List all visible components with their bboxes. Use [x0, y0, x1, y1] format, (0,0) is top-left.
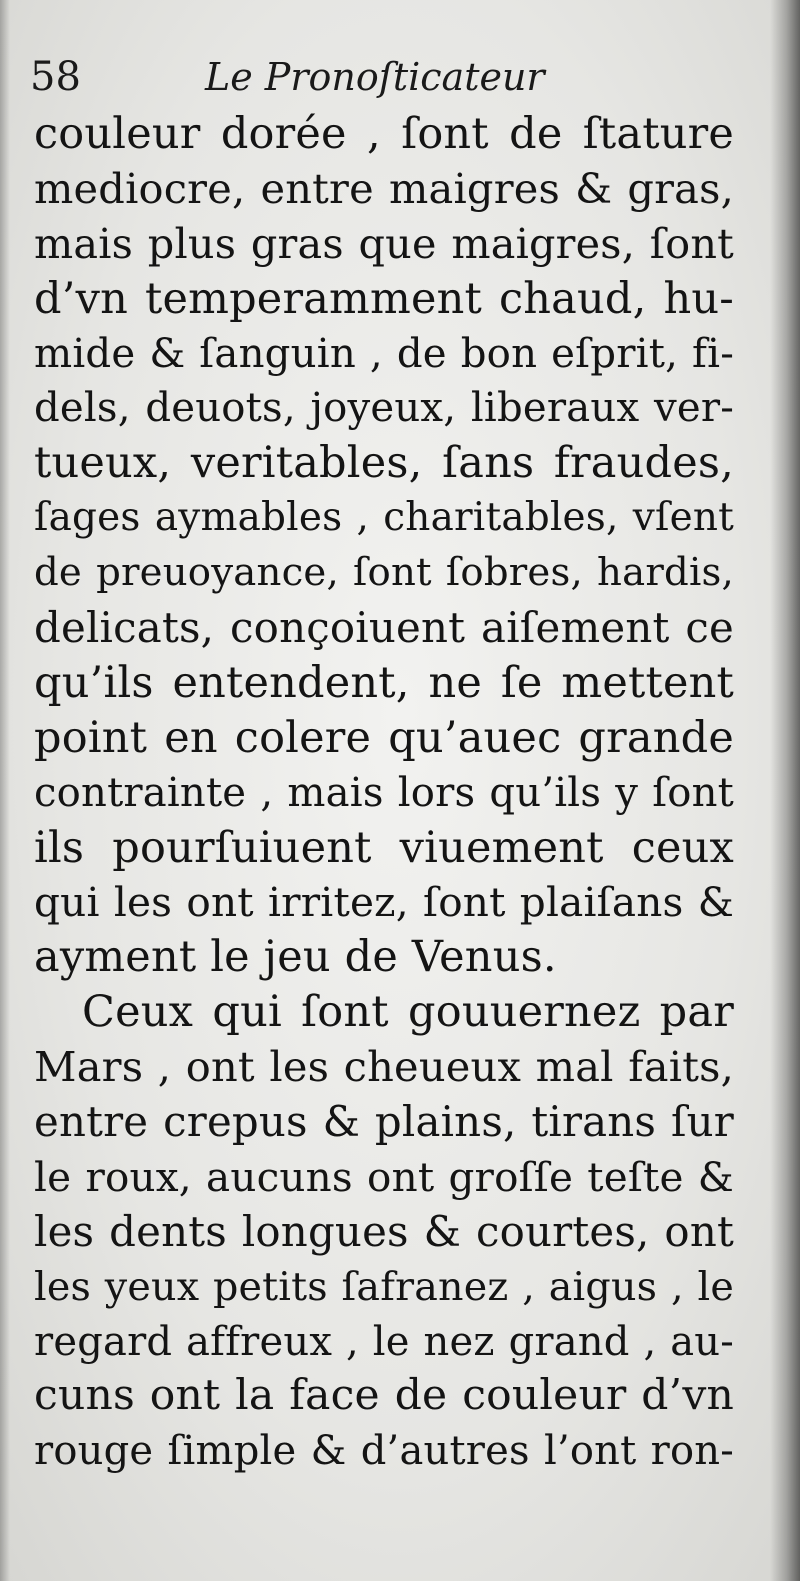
paragraph-start-line: Ceux qui ſont gouuernez par: [82, 987, 734, 1038]
text-line: cuns ont la face de couleur d’vn: [34, 1371, 734, 1421]
text-line: qui les ont irritez, ſont plaiſans &: [34, 878, 734, 927]
paragraph-end-line: ayment le jeu de Venus.: [34, 932, 557, 983]
text-line: ſages aymables , charitables, vſent: [34, 495, 734, 541]
text-line: delicats, conçoiuent aiſement ce: [34, 603, 734, 653]
text-line: Mars , ont les cheueux mal faits,: [34, 1042, 734, 1092]
text-line: tueux, veritables, ſans fraudes,: [34, 438, 734, 489]
text-line: couleur dorée , ſont de ſtature: [34, 109, 734, 159]
text-line: le roux, aucuns ont groſſe teſte &: [34, 1152, 734, 1201]
text-line: les yeux petits ſafranez , aigus , le: [34, 1263, 734, 1310]
text-line: mide & ſanguin , de bon eſprit, fi-: [34, 330, 734, 377]
text-line: rouge ſimple & d’autres l’ont ron-: [34, 1428, 734, 1475]
text-line: mais plus gras que maigres, ſont: [34, 219, 734, 268]
text-line: ils pourſuiuent viuement ceux: [34, 822, 734, 873]
text-line: entre crepus & plains, tirans ſur: [34, 1097, 734, 1147]
text-line: les dents longues & courtes, ont: [34, 1206, 734, 1256]
text-line: qu’ils entendent, ne ſe mettent: [34, 657, 734, 708]
page-gutter-shadow: [770, 0, 800, 1581]
page-number: 58: [30, 54, 81, 100]
text-line: point en colere qu’auec grande: [34, 712, 734, 763]
text-line: dels, deuots, joyeux, liberaux ver-: [34, 385, 734, 432]
body-text: [34, 107, 734, 1479]
page-left-edge-shadow: [0, 0, 10, 1581]
text-line: de preuoyance, ſont ſobres, hardis,: [34, 550, 734, 596]
text-line: mediocre, entre maigres & gras,: [34, 163, 734, 213]
text-line: d’vn temperamment chaud, hu-: [34, 273, 734, 324]
text-line: contrainte , mais lors qu’ils y ſont: [34, 769, 734, 816]
text-line: regard affreux , le nez grand , au-: [34, 1318, 734, 1365]
running-title: Le Pronoſticateur: [205, 55, 545, 99]
page-header: [30, 52, 730, 102]
